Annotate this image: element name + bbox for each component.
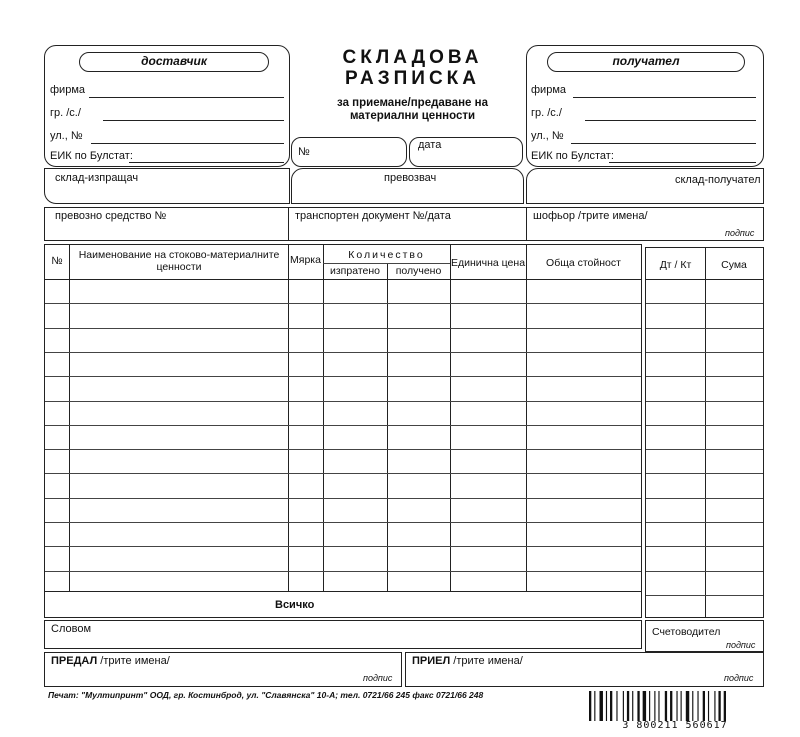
receiver-firm-label: фирма bbox=[531, 84, 566, 96]
in-words-field[interactable] bbox=[44, 620, 642, 649]
transport-row bbox=[44, 207, 764, 241]
accounting-row-line bbox=[646, 473, 763, 474]
table-row-line bbox=[45, 352, 641, 353]
carrier-label: превозвач bbox=[384, 172, 437, 184]
receiver-eik-label: ЕИК по Булстат: bbox=[531, 150, 614, 162]
barcode-bar bbox=[670, 691, 672, 721]
table-row-line bbox=[45, 522, 641, 523]
total-label: Всичко bbox=[275, 599, 315, 611]
supplier-heading: доставчик bbox=[79, 52, 269, 72]
barcode-bar bbox=[643, 691, 646, 721]
supplier-firm-label: фирма bbox=[50, 84, 85, 96]
table-row-line bbox=[45, 498, 641, 499]
accounting-row-line bbox=[646, 546, 763, 547]
col-unit-header: Мярка bbox=[290, 254, 321, 266]
col-total-header: Обща стойност bbox=[546, 257, 621, 269]
handed-over-hint: /трите имена/ bbox=[100, 655, 170, 667]
vehicle-label: превозно средство № bbox=[55, 210, 167, 222]
table-row-line bbox=[45, 376, 641, 377]
table-row-line bbox=[45, 303, 641, 304]
date-label: дата bbox=[418, 139, 442, 151]
barcode-bar bbox=[610, 691, 612, 721]
number-field[interactable] bbox=[291, 137, 407, 167]
warehouse-sender-box[interactable] bbox=[44, 168, 290, 204]
col-name-header-1: Наименование на стоково-материалните bbox=[78, 249, 280, 261]
in-words-label: Словом bbox=[51, 623, 92, 635]
received-signature-label: подпис bbox=[724, 673, 754, 683]
table-row-line bbox=[45, 546, 641, 547]
received-field[interactable] bbox=[405, 652, 764, 687]
number-label: № bbox=[298, 146, 310, 158]
barcode-bar bbox=[692, 691, 693, 721]
barcode bbox=[585, 691, 765, 735]
barcode-bar bbox=[627, 691, 629, 721]
col-dt-kt-header: Дт / Кт bbox=[659, 259, 692, 271]
barcode-bar bbox=[616, 691, 617, 721]
barcode-number: 3 800211 560617 bbox=[622, 720, 728, 731]
barcode-bar bbox=[623, 691, 624, 721]
col-no-header: № bbox=[51, 255, 63, 267]
handed-over-field[interactable] bbox=[44, 652, 402, 687]
supplier-city-label: гр. /с./ bbox=[50, 107, 81, 119]
accountant-field[interactable] bbox=[645, 620, 764, 652]
table-row-line bbox=[45, 473, 641, 474]
col-unit-price-header: Единична цена bbox=[450, 257, 526, 269]
supplier-box bbox=[44, 45, 290, 167]
receiver-box bbox=[526, 45, 764, 167]
barcode-bar bbox=[600, 691, 603, 721]
accounting-row-line bbox=[646, 595, 763, 596]
barcode-bar bbox=[637, 691, 639, 721]
driver-label: шофьор /трите имена/ bbox=[533, 210, 648, 222]
carrier-box[interactable] bbox=[291, 168, 524, 204]
receiver-street-label: ул., № bbox=[531, 130, 564, 142]
table-row-line bbox=[45, 328, 641, 329]
receiver-street-field[interactable] bbox=[571, 143, 756, 144]
barcode-bar bbox=[703, 691, 705, 721]
col-quantity-header: Количество bbox=[348, 249, 425, 261]
barcode-bar bbox=[714, 691, 715, 721]
accounting-row-line bbox=[646, 571, 763, 572]
barcode-bar bbox=[724, 691, 726, 721]
document-title-2: РАЗПИСКА bbox=[345, 68, 480, 89]
receiver-city-label: гр. /с./ bbox=[531, 107, 562, 119]
barcode-bar bbox=[649, 691, 650, 721]
receiver-heading: получател bbox=[547, 52, 745, 72]
received-label: ПРИЕЛ bbox=[412, 655, 451, 667]
receiver-firm-field[interactable] bbox=[573, 97, 756, 98]
barcode-bar bbox=[718, 691, 720, 721]
barcode-bar bbox=[697, 691, 698, 721]
barcode-bar bbox=[708, 691, 709, 721]
accounting-table bbox=[645, 247, 764, 618]
accountant-signature-label: подпис bbox=[726, 640, 756, 650]
accounting-row-line bbox=[646, 303, 763, 304]
handed-over-text bbox=[51, 655, 170, 667]
barcode-bars bbox=[585, 691, 765, 723]
supplier-street-label: ул., № bbox=[50, 130, 83, 142]
warehouse-receiver-label: склад-получател bbox=[675, 174, 761, 186]
accounting-row-line bbox=[646, 522, 763, 523]
barcode-bar bbox=[686, 691, 689, 721]
supplier-street-field[interactable] bbox=[91, 143, 284, 144]
barcode-bar bbox=[681, 691, 682, 721]
col-name-header-2: ценности bbox=[156, 261, 202, 273]
received-text bbox=[412, 655, 523, 667]
col-sum-header: Сума bbox=[721, 259, 747, 271]
table-row-line bbox=[45, 449, 641, 450]
items-table bbox=[44, 244, 642, 618]
document-subtitle-1: за приемане/предаване на bbox=[337, 97, 488, 109]
printer-info: Печат: "Мултипринт" ООД, гр. Костинброд, ул. "Славянска" 10-А; тел. 0721/66 245 факс 0721/66 248 bbox=[48, 690, 484, 700]
handed-over-label: ПРЕДАЛ bbox=[51, 655, 98, 667]
barcode-bar bbox=[589, 691, 591, 721]
driver-signature-label: подпис bbox=[725, 228, 755, 238]
accounting-row-line bbox=[646, 449, 763, 450]
accounting-row-line bbox=[646, 352, 763, 353]
transport-doc-label: транспортен документ №/дата bbox=[295, 210, 451, 222]
warehouse-sender-label: склад-изпращач bbox=[55, 172, 139, 184]
supplier-firm-field[interactable] bbox=[89, 97, 284, 98]
table-row-line bbox=[45, 425, 641, 426]
supplier-eik-field[interactable] bbox=[129, 162, 284, 163]
barcode-bar bbox=[632, 691, 633, 721]
supplier-city-field[interactable] bbox=[103, 120, 284, 121]
accounting-row-line bbox=[646, 498, 763, 499]
barcode-bar bbox=[676, 691, 677, 721]
barcode-bar bbox=[654, 691, 655, 721]
document-title-1: СКЛАДОВА bbox=[342, 47, 483, 68]
barcode-bar bbox=[658, 691, 659, 721]
date-field[interactable] bbox=[409, 137, 523, 167]
document-subtitle-2: материални ценности bbox=[349, 110, 476, 122]
barcode-bar bbox=[606, 691, 607, 721]
received-hint: /трите имена/ bbox=[453, 655, 523, 667]
accounting-row-line bbox=[646, 401, 763, 402]
accountant-label: Счетоводител bbox=[652, 626, 721, 638]
receiver-eik-field[interactable] bbox=[609, 162, 756, 163]
col-sent-header: изпратено bbox=[330, 265, 380, 277]
accounting-row-line bbox=[646, 425, 763, 426]
supplier-eik-label: ЕИК по Булстат: bbox=[50, 150, 133, 162]
warehouse-receiver-box[interactable] bbox=[526, 168, 764, 204]
table-row-line bbox=[45, 571, 641, 572]
receiver-city-field[interactable] bbox=[585, 120, 756, 121]
barcode-bar bbox=[594, 691, 595, 721]
col-received-header: получено bbox=[395, 265, 442, 277]
handed-over-signature-label: подпис bbox=[363, 673, 393, 683]
accounting-row-line bbox=[646, 376, 763, 377]
table-row-line bbox=[45, 401, 641, 402]
accounting-row-line bbox=[646, 328, 763, 329]
barcode-bar bbox=[665, 691, 667, 721]
